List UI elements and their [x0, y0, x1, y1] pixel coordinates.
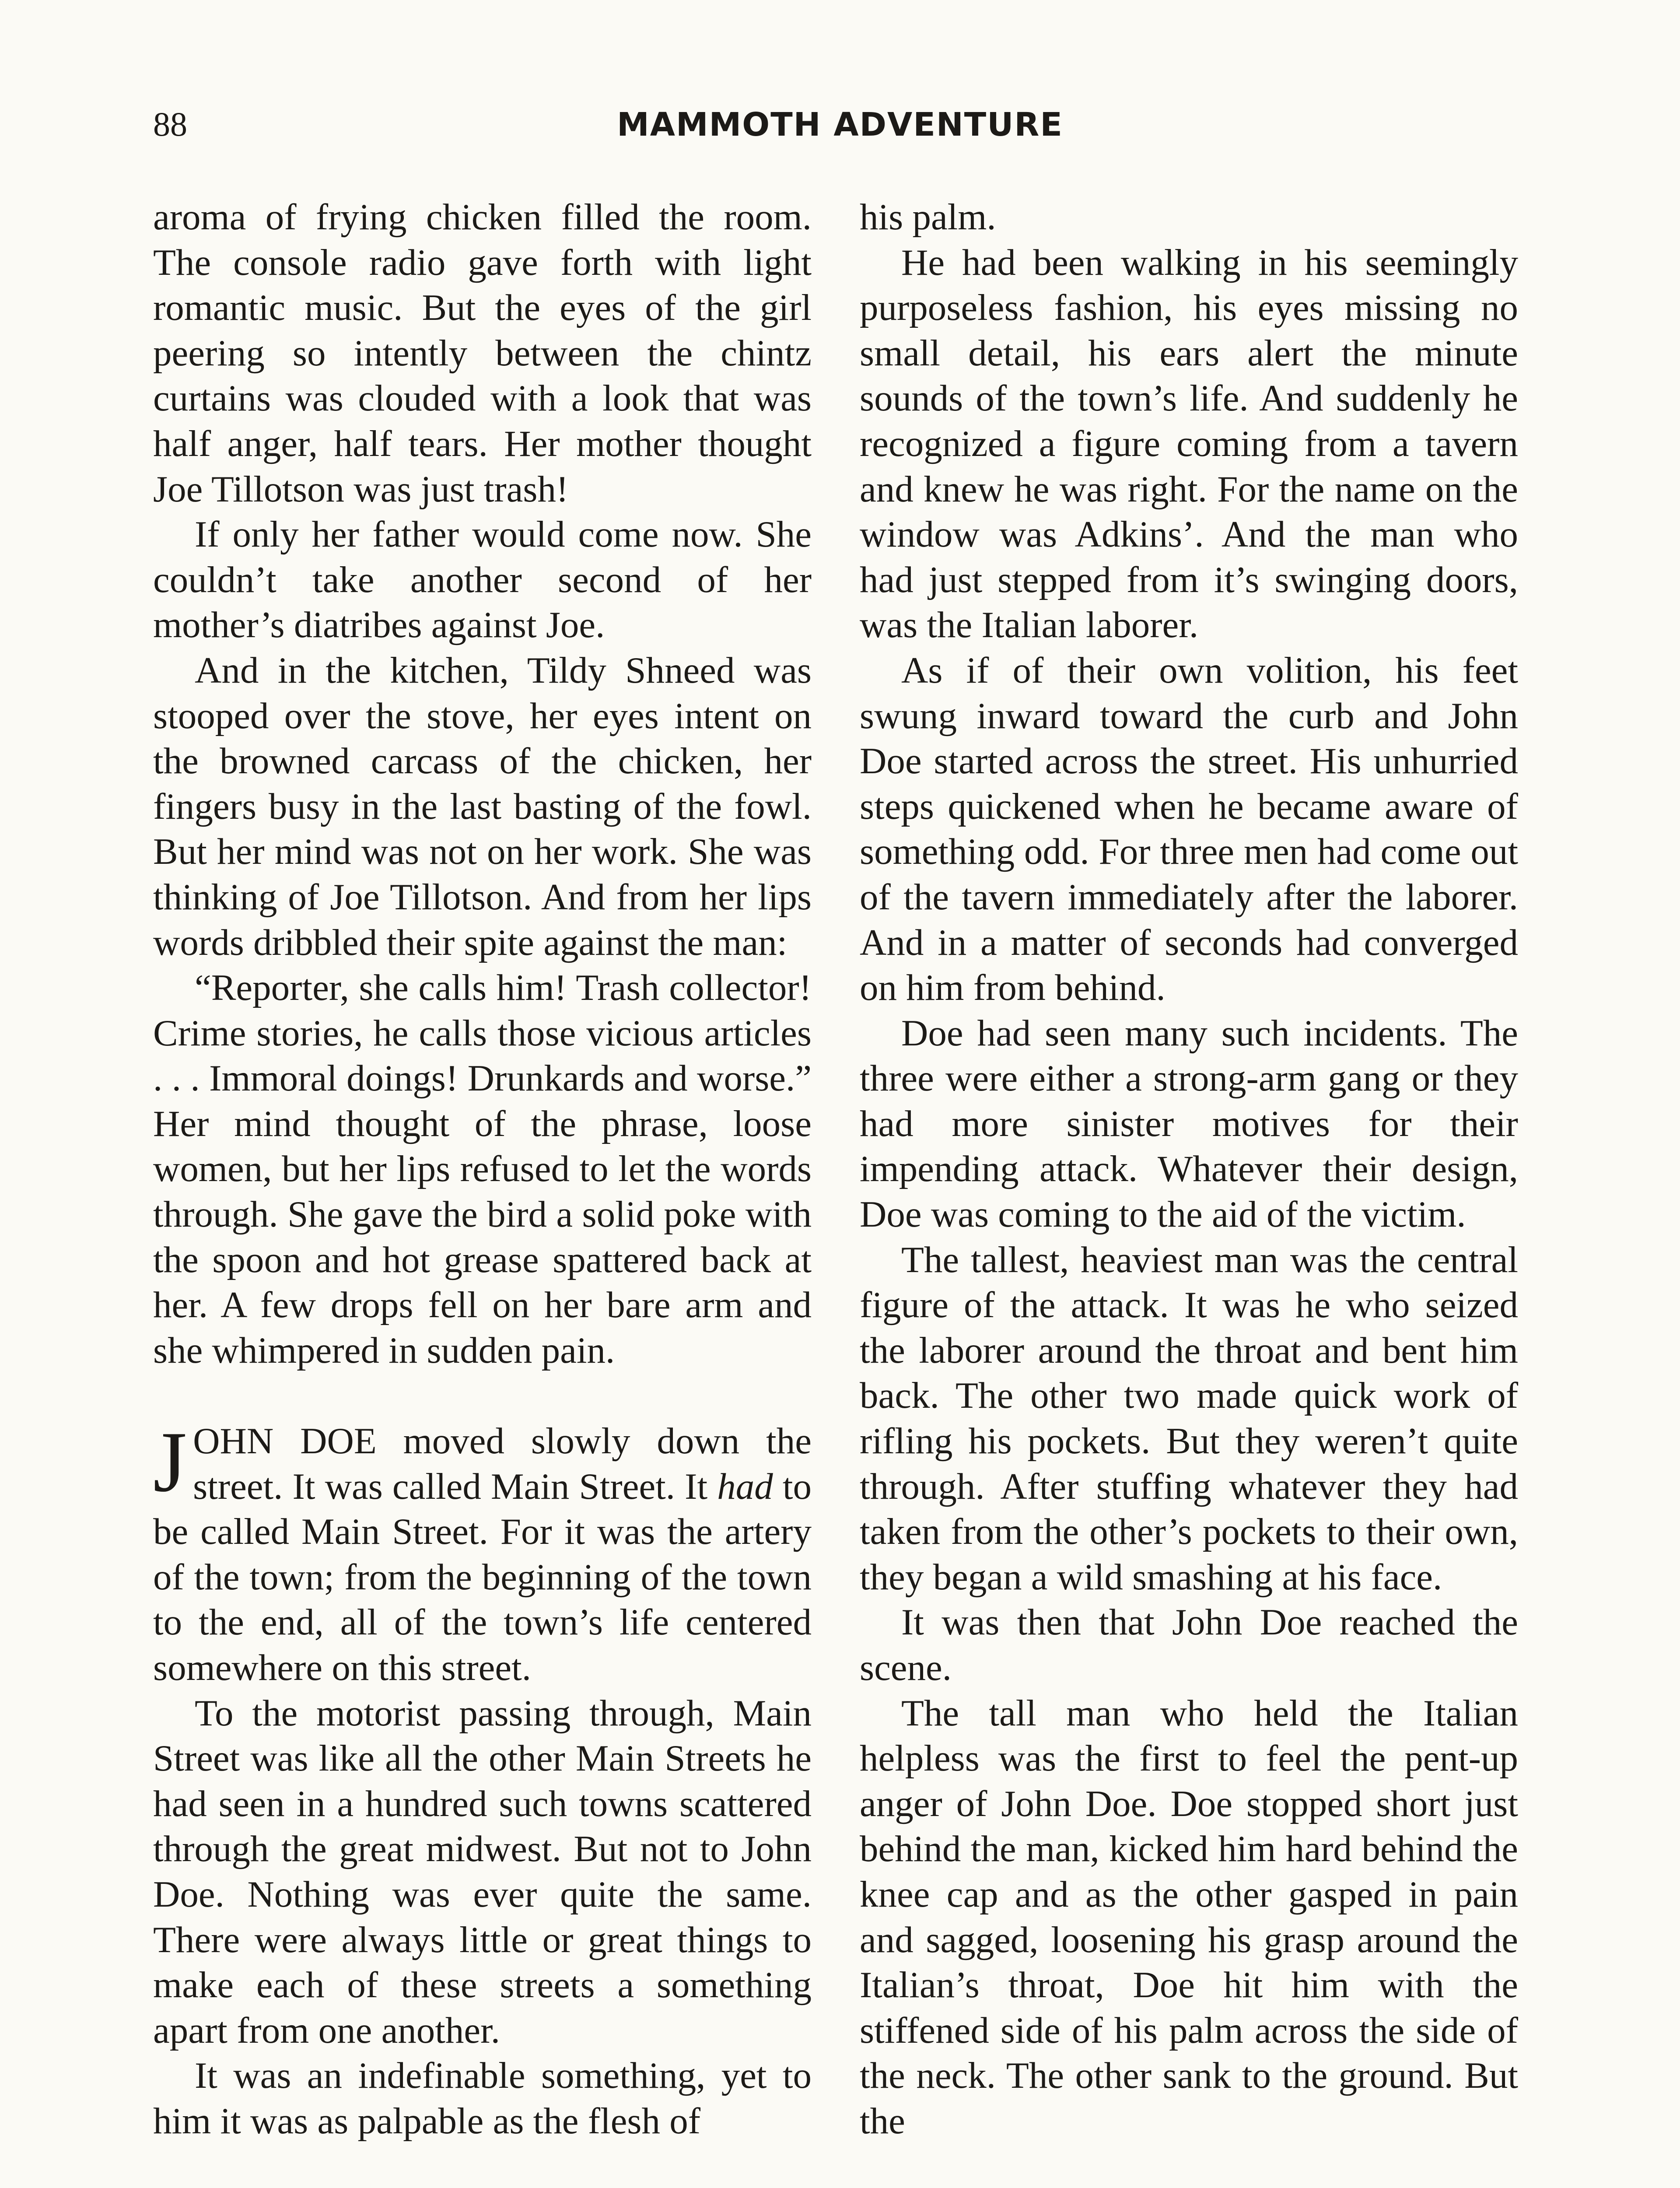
right-column: [860, 195, 1518, 2144]
paragraph: The tallest, heaviest man was the central figure of the attack. It was he who seized the laborer around the throat and bent him back. The other two made quick work of rifling his pockets. But they weren’t quite through. After stuffing whatever they had taken from the other’s pockets to their own, they began a wild smashing at his face.: [860, 1239, 1518, 1598]
paragraph: And in the kitchen, Tildy Shneed was stooped over the stove, her eyes intent on the browned carcass of the chicken, her fingers busy in the last basting of the fowl. But her mind was not on her work. She was thinking of Joe Tillotson. And from her lips words dribbled their spite against the man:: [153, 649, 812, 963]
paragraph: If only her father would come now. She couldn’t take another second of her mother’s diatribes against Joe.: [153, 514, 812, 646]
paragraph: It was an indefinable something, yet to him it was as palpable as the flesh of: [153, 2055, 812, 2142]
left-column: [153, 195, 812, 2144]
section-opening-paragraph: [153, 1414, 812, 1691]
section-break: [153, 1373, 812, 1419]
paragraph: aroma of frying chicken filled the room. The console radio gave forth with light romantic music. But the eyes of the girl peering so intently between the chintz curtains was clouded with a look that was half anger, half tears. Her mother thought Joe Tillotson was just trash!: [153, 196, 812, 510]
paragraph-text: to be called Main Street. For it was the artery of the town; from the beginning of the town to the end, all of the town’s life centered somewhere on this street.: [153, 1466, 812, 1688]
paragraph: The tall man who held the Italian helpless was the first to feel the pent-up anger of John Doe. Doe stopped short just behind the man, kicked him hard behind the knee cap and as the other gasped in pain and sagged, loosening his grasp around the Italian’s throat, Doe hit him with the stiffened side of his palm across the side of the neck. The other sank to the ground. But the: [860, 1692, 1518, 2142]
paragraph-text: OHN DOE moved slowly down the street. It was called Main Street. It: [193, 1420, 812, 1507]
drop-cap: J: [153, 1414, 187, 1510]
paragraph: Doe had seen many such incidents. The three were either a strong-arm gang or they had more sinister motives for their impending attack. Whatever their design, Doe was coming to the aid of the victim.: [860, 1012, 1518, 1235]
emphasis: had: [717, 1466, 773, 1507]
paragraph: As if of their own volition, his feet swung inward toward the curb and John Doe started across the street. His unhurried steps quickened when he became aware of something odd. For three men had come out of the tavern immediately after the laborer. And in a matter of seconds had converged on him from behind.: [860, 649, 1518, 1009]
page-number: 88: [153, 105, 187, 143]
paragraph: He had been walking in his seemingly purposeless fashion, his eyes missing no small detail, his ears alert the minute sounds of the town’s life. And suddenly he recognized a figure coming from a tavern and knew he was right. For the name on the window was Adkins’. And the man who had just stepped from it’s swinging doors, was the Italian laborer.: [860, 242, 1518, 646]
running-title: MAMMOTH ADVENTURE: [617, 106, 1063, 144]
paragraph: his palm.: [860, 196, 996, 238]
paragraph: To the motorist passing through, Main Street was like all the other Main Streets he had seen in a hundred such towns scattered through the great midwest. But not to John Doe. Nothing was ever quite the same. There were always little or great things to make each of these streets a something apart from one another.: [153, 1692, 812, 2051]
paragraph: “Reporter, she calls him! Trash collector! Crime stories, he calls those vicious articles . . . Immoral doings! Drunkards and worse.” Her mind thought of the phrase, loose women, but her lips refused to let the words through. She gave the bird a solid poke with the spoon and hot grease spattered back at her. A few drops fell on her bare arm and she whimpered in sudden pain.: [153, 967, 812, 1371]
paragraph: It was then that John Doe reached the scene.: [860, 1602, 1518, 1688]
